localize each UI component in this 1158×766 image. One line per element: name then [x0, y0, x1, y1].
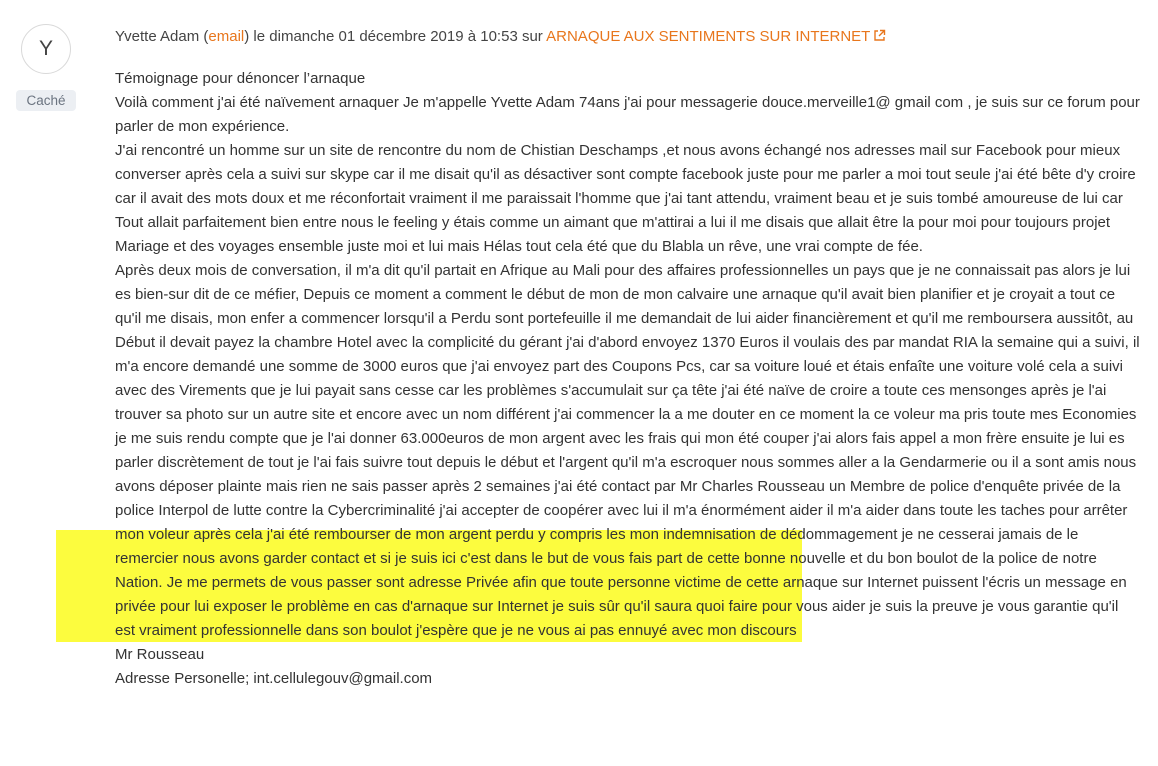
topic-link-label: ARNAQUE AUX SENTIMENTS SUR INTERNET: [546, 28, 871, 45]
post-meta: [115, 28, 886, 46]
message-paragraph: Après deux mois de conversation, il m'a dit qu'il partait en Afrique au Mali pour des affaires professionnelles un pays que je ne connaissait pas alors je lui es bien-sur dit de ce méfier, Depuis ce moment a comment le début de mon de mon calvaire une arnaque qu'il avait bien planifier et je croyait a tout ce qu'il me disais, mon enfer a commencer lorsqu'il a Perdu sont portefeuille il me demandait de lui aider financièrement et qu'il me remboursera aussitôt, au Début il devait payez la chambre Hotel avec la complicité du gérant j'ai d'abord envoyez 1370 Euros il voulais des par mandat RIA la semaine qui a suivi, il m'a encore demandé une somme de 3000 euros que j'ai envoyez part des Coupons Pcs, car sa voiture loué et étais enfaîte une voiture volé cela a suivi avec des Virements que je lui payait sans cesse car les problèmes s'accumulait sur ça tête j'ai été naïve de croire a toute ces mensonges après je l'ai trouver sa photo sur un autre site et encore avec un nom différent j'ai commencer la a me douter en ce moment la ce voleur ma pris toute mes Economies je me suis rendu compte que je l'ai donner 63.000euros de mon argent avec les frais qui mon été couper j'ai alors fais appel a mon frère ensuite je lui es parler discrètement de tout je l'ai fais suivre tout depuis le début et l'argent qu'il m'a escroquer nous sommes aller a la Gendarmerie ou il a sont amis nous avons déposer plainte mais rien ne sais passer après 2 semaines j'ai été contact par Mr Charles Rousseau un Membre de police d'enquête privée de la police Interpol de lutte contre la Cybercriminalité j'ai accepter de coopérer avec lui il m'a énormément aider il m'a aider dans toute les taches pour arrêter mon voleur après cela j'ai été rembourser de mon argent perdu y compris les mon indemnisation de dédommagement je ne cesserai jamais de le remercier nous avons garder contact et si je suis ici c'est dans le but de vous fais part de cette bonne nouvelle et du bon boulot de la police de notre Nation. Je me permets de vous passer sont adresse Privée afin que toute personne victime de cette arnaque sur Internet puissent l'écris un message en privée pour lui exposer le problème en cas d'arnaque sur Internet je suis sûr qu'il saura quoi faire pour vous aider je suis la preuve je vous garantie qu'il est vraiment professionnelle dans son boulot j'espère que je ne vous ai pas ennuyé avec mon discours: [115, 262, 1140, 639]
status-badge-label: Caché: [26, 93, 66, 108]
message-signature: Mr Rousseau: [115, 646, 205, 663]
topic-link[interactable]: [546, 28, 886, 45]
email-link[interactable]: email: [208, 28, 245, 45]
status-badge: [16, 90, 76, 111]
message-body: [115, 67, 1140, 691]
avatar: [21, 24, 71, 74]
external-link-icon: [873, 29, 886, 46]
avatar-initial: Y: [38, 37, 53, 60]
post-date: ) le dimanche 01 décembre 2019 à 10:53 sur: [244, 28, 547, 45]
meta-open-paren: (: [199, 28, 209, 45]
message-address: Adresse Personelle; int.cellulegouv@gmail.com: [115, 670, 433, 687]
message-title: Témoignage pour dénoncer l’arnaque: [115, 70, 366, 87]
message-paragraph: Voilà comment j'ai été naïvement arnaquer Je m'appelle Yvette Adam 74ans j'ai pour messagerie douce.merveille1@ gmail com , je suis sur ce forum pour parler de mon expérience.: [115, 94, 1140, 135]
message-paragraph: J'ai rencontré un homme sur un site de rencontre du nom de Chistian Deschamps ,et nous avons échangé nos adresses mail sur Facebook pour mieux converser après cela a suivi sur skype car il me disait qu'il as désactiver sont compte facebook juste pour me parler a moi tout seule j'ai été bête d'y croire car il avait des mots doux et me réconfortait vraiment il me paraissait l'homme que j'ai tant attendu, vraiment beau et je suis tombé amoureuse de lui car Tout allait parfaitement bien entre nous le feeling y étais comme un aimant que m'attirai a lui il me disais que allait être la pour moi pour toujours projet Mariage et des voyages ensemble juste moi et lui mais Hélas tout cela été que du Blabla un rêve, une vrai compte de fée.: [115, 142, 1136, 255]
author-name: Yvette Adam: [115, 28, 200, 45]
